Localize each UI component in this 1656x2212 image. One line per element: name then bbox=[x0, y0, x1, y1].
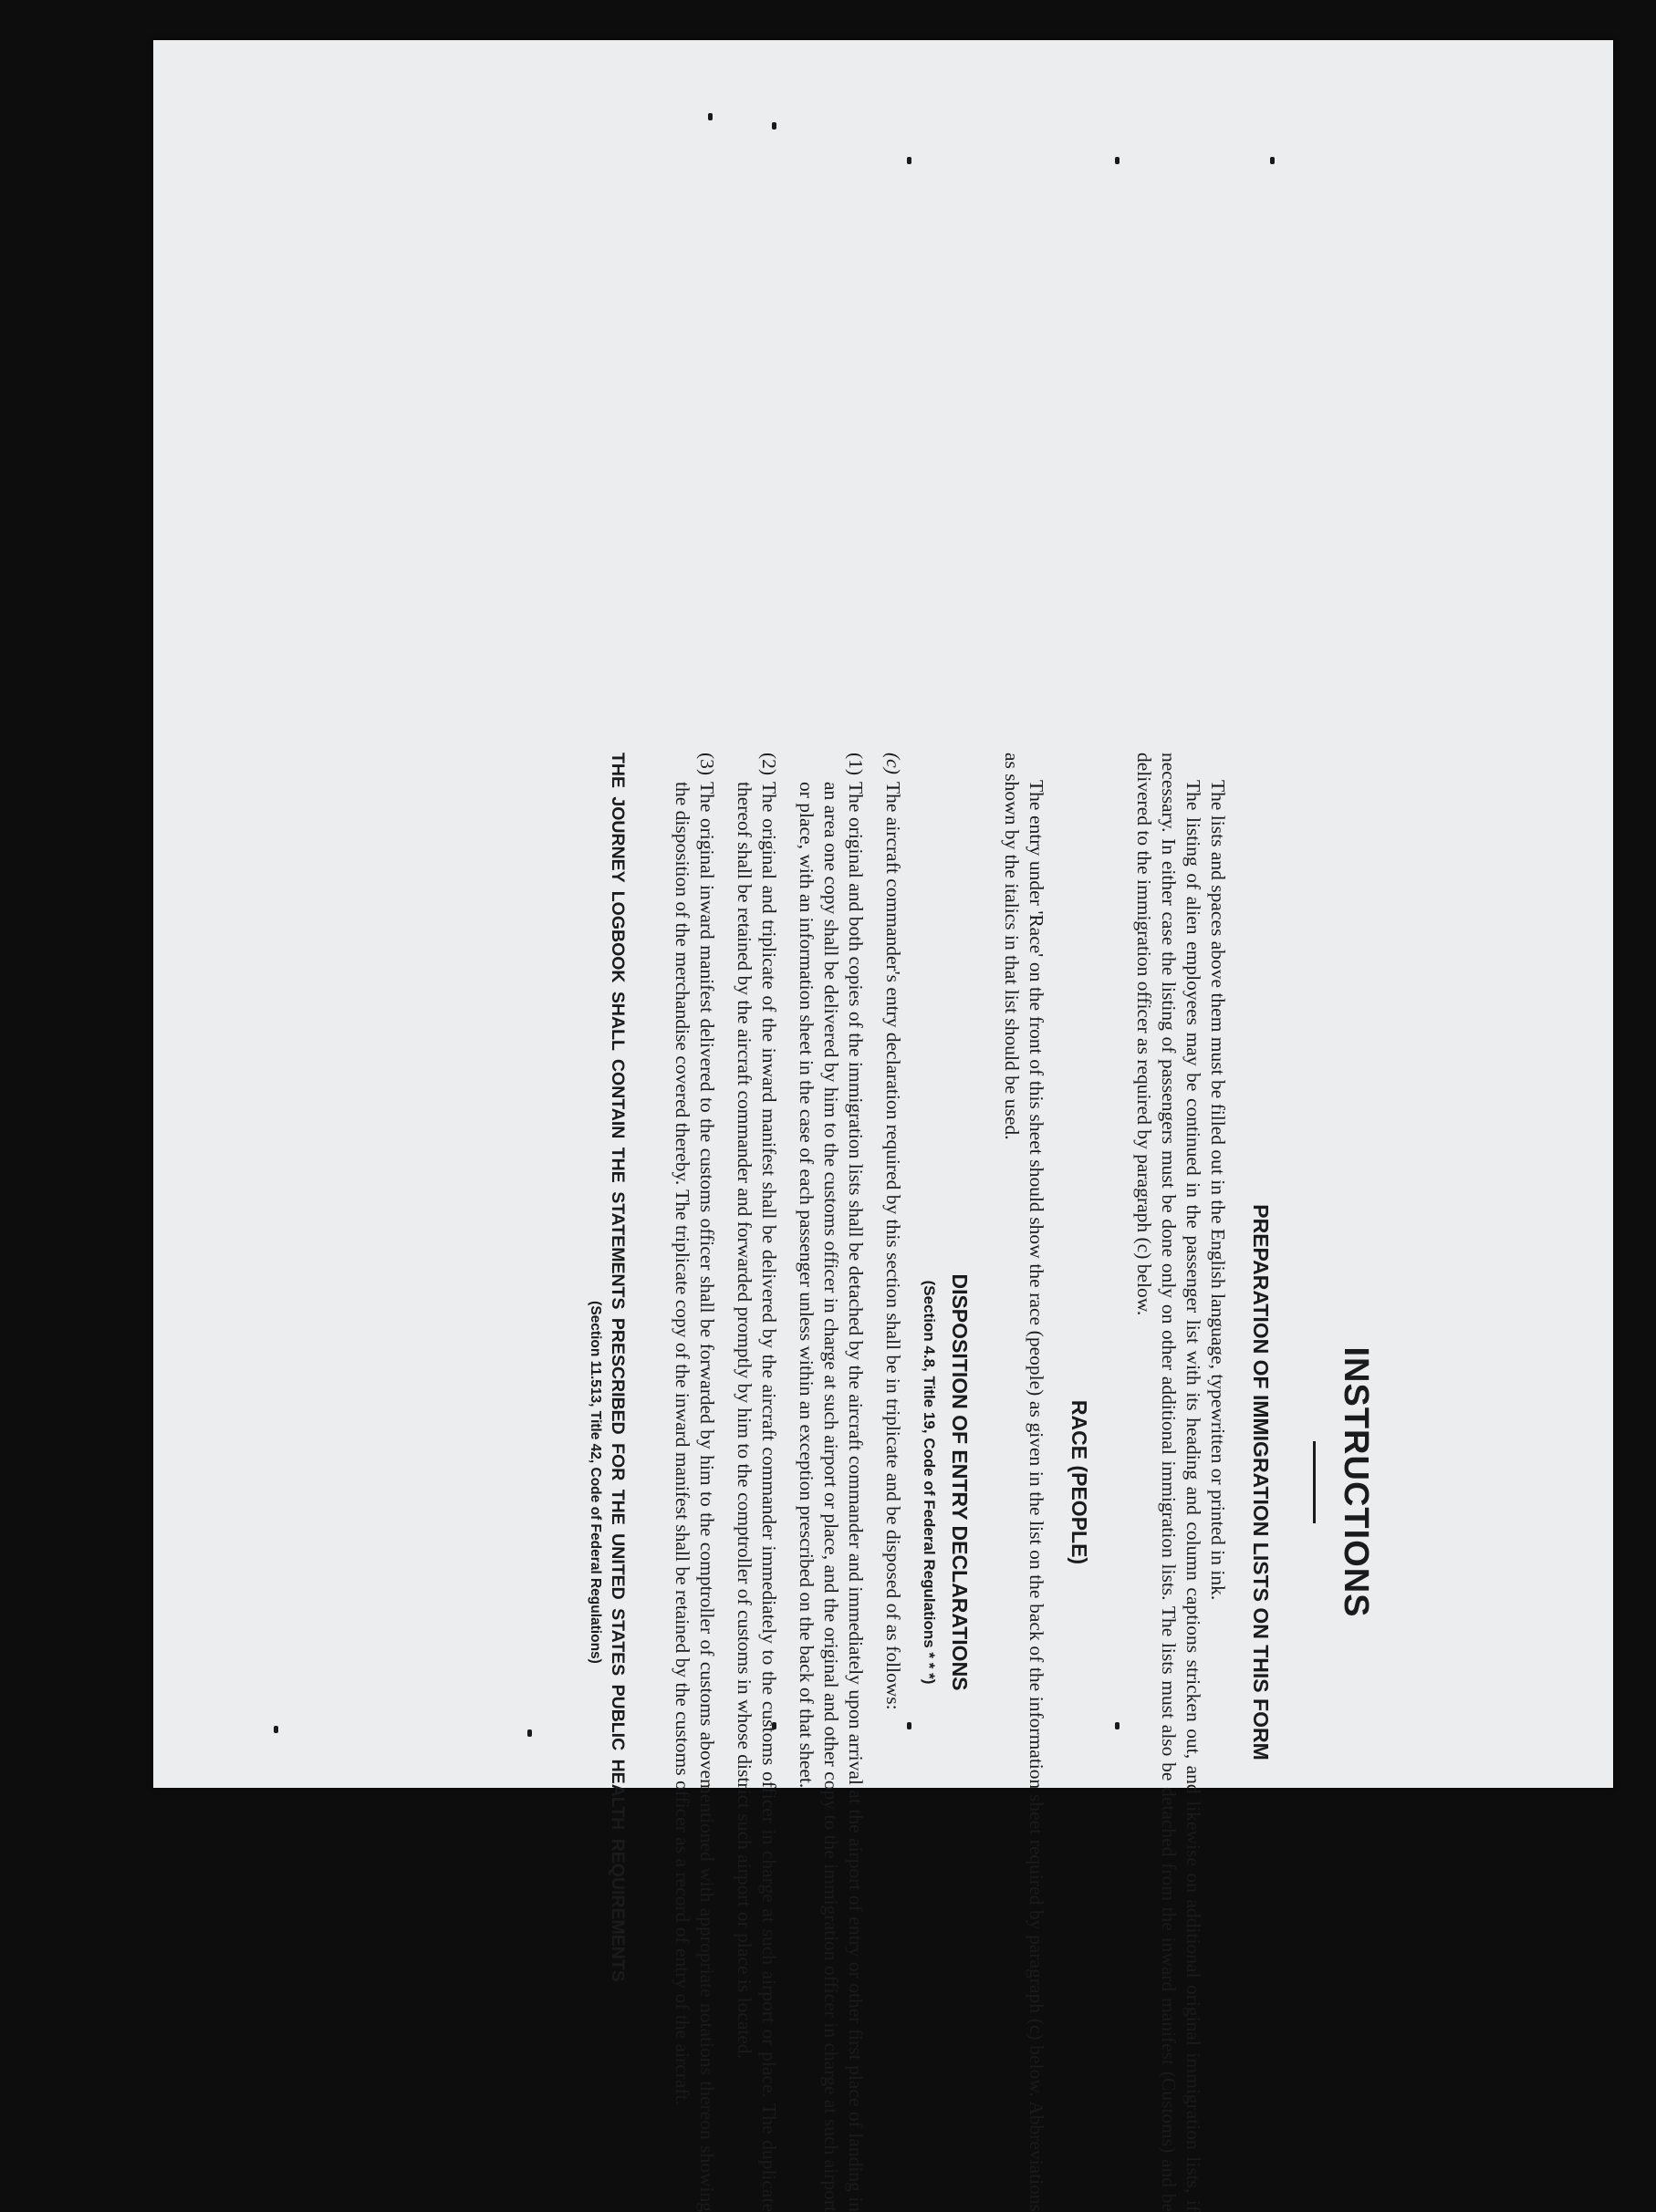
preparation-paragraph-1: The lists and spaces above them must be filled out in the English language, typewritten or printed in ink. bbox=[1207, 780, 1229, 1601]
item-text: The original and both copies of the immigration lists shall be detached by the aircraft commander and immediately upon arrival at the airport of entry or other first place of landing in an area one copy shall be delivered by him to the customs officer in charge at such airport or place, and the original and other copy to the immigration officer in charge at such airport or place, with an information sheet in the case of each passenger unless within an exception prescribed on the back of that sheet. bbox=[796, 782, 867, 2212]
disposition-item bbox=[670, 753, 719, 2212]
intro-text: The aircraft commander's entry declaration required by this section shall be in triplicate and be disposed of as follows: bbox=[882, 782, 904, 1710]
ink-speck bbox=[772, 122, 776, 130]
item-number: (1) bbox=[845, 753, 867, 776]
disposition-citation: (Section 4.8, Title 19, Code of Federal Regulations * * *) bbox=[921, 1280, 938, 1685]
disposition-item bbox=[794, 753, 868, 2212]
item-number: (2) bbox=[758, 753, 780, 776]
ink-speck bbox=[1270, 157, 1275, 164]
disposition-heading: DISPOSITION OF ENTRY DECLARATIONS bbox=[948, 1273, 972, 1691]
preparation-paragraph-2: The listing of alien employees may be continued in the passenger list with its heading and column captions stricken out, and likewise on additional original immigration lists, if necessary. In either case the listing of passengers must be done only on other additional immigration lists. The lists must also be detached from the inward manifest (Customs) and be delivered to the immigration officer as required by paragraph (c) below. bbox=[1133, 753, 1204, 2212]
ink-speck bbox=[1115, 157, 1120, 164]
ink-speck bbox=[907, 157, 911, 164]
race-paragraph: The entry under 'Race' on the front of this sheet should show the race (people) as given in the list on the back of the information sheet required by paragraph (c) below. Abbreviations as shown by the italics in that list should be used. bbox=[1001, 753, 1047, 2212]
ink-speck bbox=[708, 113, 713, 120]
disposition-intro bbox=[880, 753, 905, 2212]
page-title: INSTRUCTIONS bbox=[1337, 1346, 1375, 1618]
disposition-item bbox=[732, 753, 781, 2212]
preparation-heading: PREPARATION OF IMMIGRATION LISTS ON THIS FORM bbox=[1249, 1204, 1273, 1760]
item-number: (3) bbox=[696, 753, 718, 776]
item-text: The original and triplicate of the inward manifest shall be delivered by the aircraft commander immediately to the customs officer in charge at such airport or place. The duplicate thereof shall be retained by the aircraft commander and forwarded promptly by him to the comptroller of customs in whose district such airport or place is located. bbox=[734, 782, 780, 2212]
instructions-content bbox=[189, 753, 1375, 2212]
item-text: The original inward manifest delivered to the customs officer shall be forwarded by him to the comptroller of customs abovementioned with appropriate notations thereon showing the disposition of the merchandise covered thereby. The triplicate copy of the inward manifest shall be retained by the customs officer as a record of entry of the aircraft. bbox=[672, 782, 718, 2212]
journey-statement: THE JOURNEY LOGBOOK SHALL CONTAIN THE STATEMENTS PRESCRIBED FOR THE UNITED STATES PUBLIC HEALTH REQUIREMENTS bbox=[608, 753, 628, 1982]
title-underline bbox=[1313, 1441, 1316, 1523]
intro-marker: (c) bbox=[882, 753, 904, 774]
race-heading: RACE (PEOPLE) bbox=[1068, 1399, 1091, 1565]
journey-citation: (Section 11.513, Title 42, Code of Federal Regulations) bbox=[588, 1301, 603, 1664]
